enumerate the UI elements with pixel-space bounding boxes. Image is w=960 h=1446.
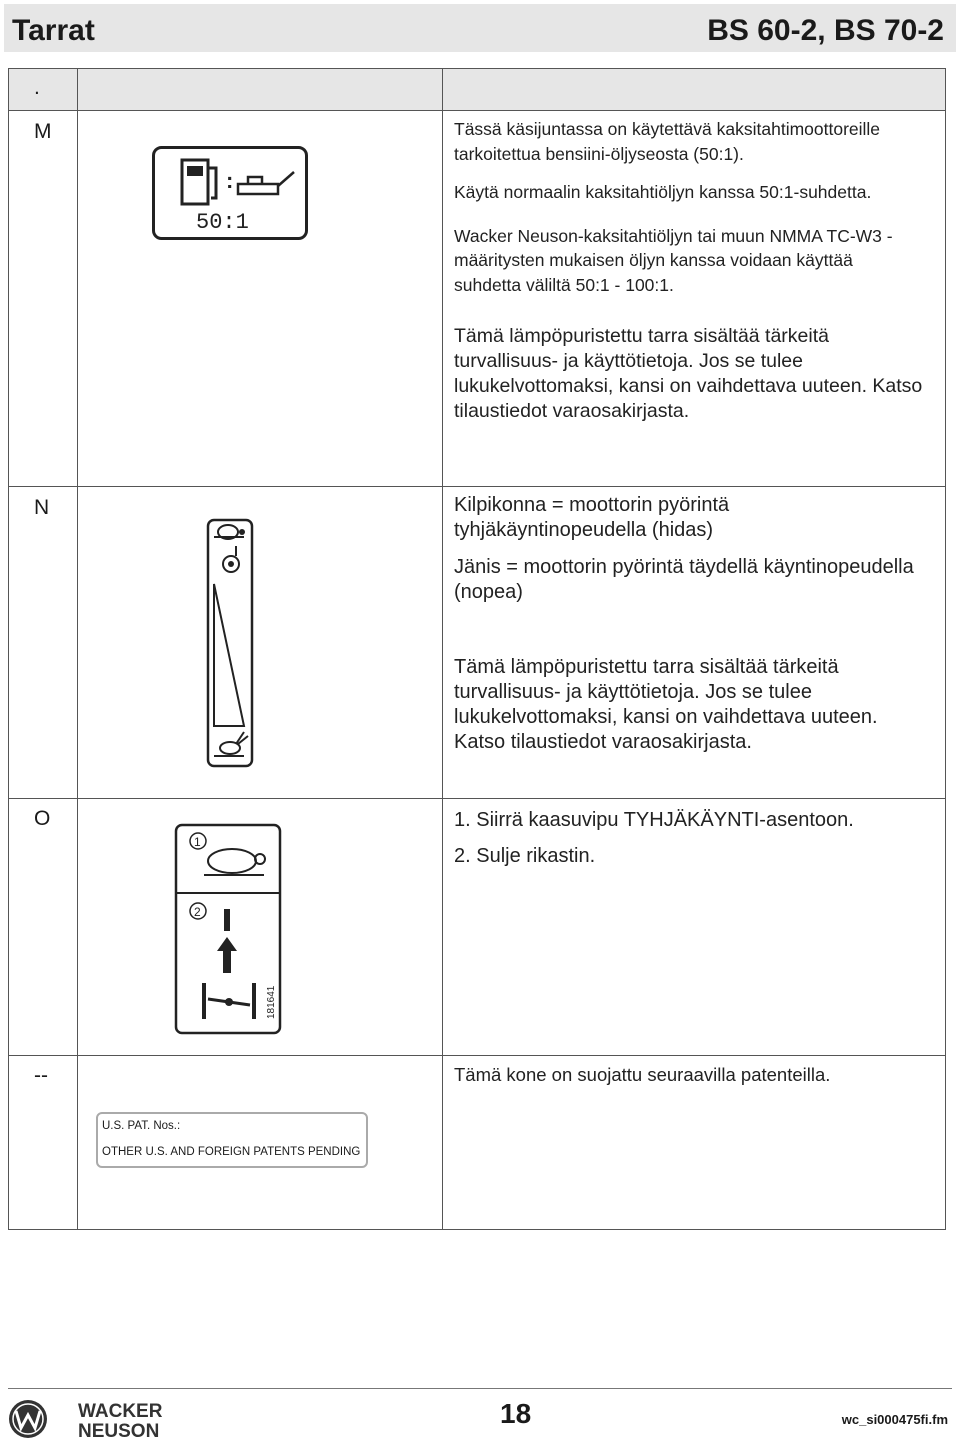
page-header (4, 4, 956, 52)
table-head-label: . (34, 76, 40, 99)
row-divider (8, 798, 946, 799)
paragraph: Tässä käsijuntassa on käytettävä kaksitahtimoottoreille tarkoitettua bensiini-öljyseosta (50:1). (454, 119, 881, 164)
paragraph: Tämä lämpöpuristettu tarra sisältää tärkeitä turvallisuus- ja käyttötietoja. Jos se tulee lukukelvottomaksi, kansi on vaihdettava uuteen. Katso tilaustiedot varaosakirjasta. (454, 656, 878, 753)
footer-filename: wc_si000475fi.fm (841, 1412, 948, 1427)
svg-text:NEUSON: NEUSON (78, 1421, 160, 1440)
fuel-ratio-label: 50:1 (196, 210, 249, 235)
choke-closed-icon (224, 909, 230, 931)
row-m-description (454, 117, 924, 424)
row-label-m: M (34, 120, 52, 143)
paragraph: Jänis = moottorin pyörintä täydellä käyntinopeudella (nopea) (454, 556, 914, 603)
table-head-row (9, 69, 945, 110)
choke-icon (223, 546, 239, 572)
turtle-icon (204, 849, 265, 875)
paragraph: Kilpikonna = moottorin pyörintä tyhjäkäyntinopeudella (hidas) (454, 494, 730, 541)
svg-text:2: 2 (194, 905, 201, 919)
svg-text:1: 1 (194, 835, 201, 849)
wacker-neuson-logo (8, 1398, 188, 1440)
oil-can-icon (226, 168, 294, 194)
fuel-pump-icon (182, 160, 216, 204)
row-label-n: N (34, 496, 50, 519)
arrow-up-icon (217, 937, 237, 973)
page-number: 18 (500, 1398, 532, 1429)
throttle-decal (206, 518, 254, 768)
section-title: Tarrat (12, 14, 95, 47)
choke-lever-icon (204, 983, 254, 1019)
step: 2. Sulje rikastin. (454, 845, 596, 867)
svg-text::: : (226, 168, 234, 193)
turtle-icon (214, 525, 245, 539)
row-label-o: O (34, 807, 51, 830)
patent-line-2: OTHER U.S. AND FOREIGN PATENTS PENDING (102, 1146, 361, 1158)
patent-line-1: U.S. PAT. Nos.: (102, 1120, 181, 1132)
model-title: BS 60-2, BS 70-2 (707, 14, 944, 47)
paragraph: Tämä lämpöpuristettu tarra sisältää tärkeitä turvallisuus- ja käyttötietoja. Jos se tulee lukukelvottomaksi, kansi on vaihdettava uuteen. Katso tilaustiedot varaosakirjasta. (454, 325, 923, 422)
row-patents-description (454, 1063, 924, 1088)
decal-part-number: 181641 (266, 985, 277, 1019)
row-divider (8, 486, 946, 487)
row-n-description (454, 493, 924, 755)
row-label-patents: -- (34, 1064, 48, 1087)
paragraph: Tämä kone on suojattu seuraavilla patenteilla. (454, 1064, 831, 1085)
row-divider (8, 110, 946, 111)
rabbit-icon (214, 732, 248, 756)
footer-divider (8, 1388, 952, 1389)
svg-text:WACKER: WACKER (78, 1401, 163, 1422)
row-o-description (454, 808, 924, 869)
row-divider (8, 1055, 946, 1056)
paragraph: Wacker Neuson-kaksitahtiöljyn tai muun NMMA TC-W3 -määritysten mukaisen öljyn kanssa voidaan käyttää suhdetta väliltä 50:1 - 100:1. (454, 225, 893, 295)
starting-procedure-decal (174, 823, 282, 1035)
paragraph: Käytä normaalin kaksitahtiöljyn kanssa 50:1-suhdetta. (454, 182, 872, 202)
patent-decal (96, 1112, 368, 1168)
step: 1. Siirrä kaasuvipu TYHJÄKÄYNTI-asentoon. (454, 809, 854, 831)
fuel-mix-decal (152, 146, 308, 240)
